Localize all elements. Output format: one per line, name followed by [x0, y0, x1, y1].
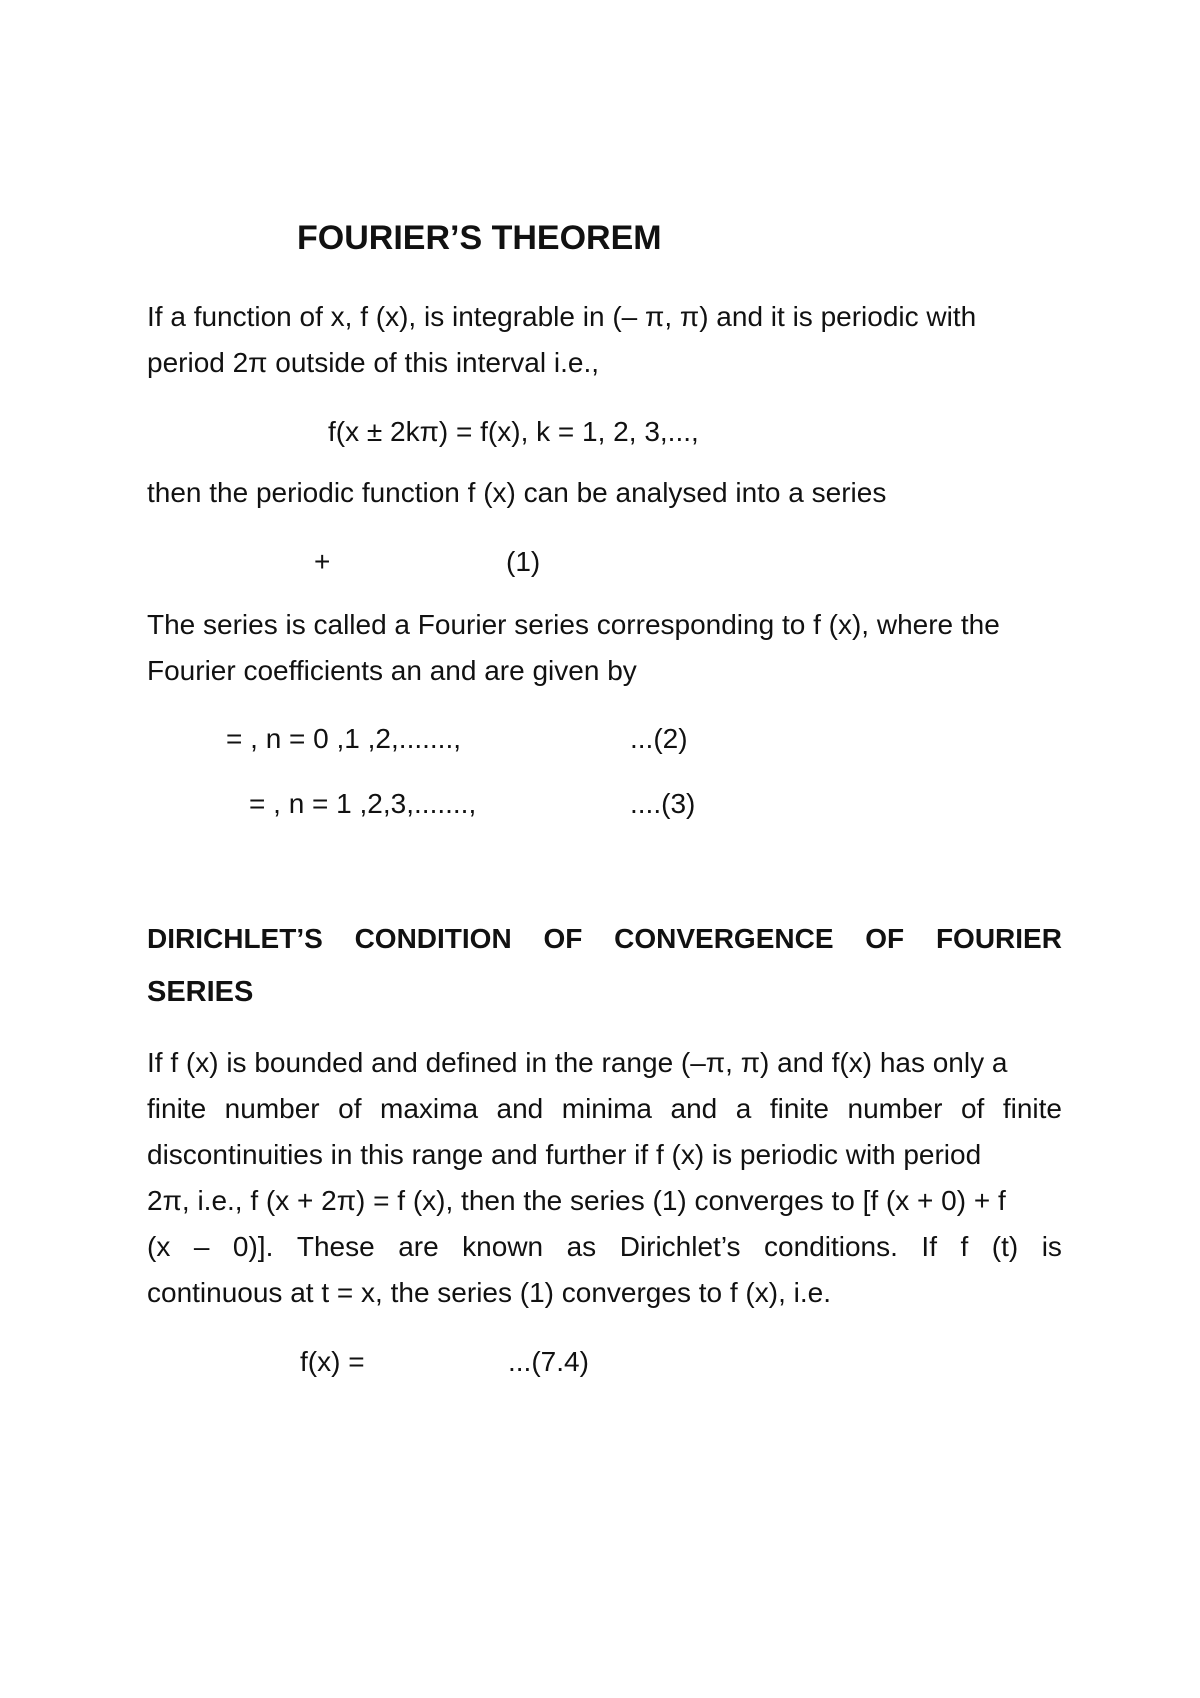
coefficients-line-2: Fourier coefficients an and are given by	[147, 655, 637, 686]
word: 0)].	[232, 1231, 274, 1262]
title-word: CONVERGENCE	[614, 923, 834, 954]
word: number	[847, 1093, 943, 1124]
series-equation-label: (1)	[506, 546, 541, 577]
word: (t)	[991, 1231, 1019, 1262]
title-word: OF	[543, 923, 583, 954]
fourier-title: FOURIER’S THEOREM	[297, 219, 662, 257]
coefficients-line-1: The series is called a Fourier series corresponding to f (x), where the	[147, 609, 1000, 640]
word: of	[338, 1093, 362, 1124]
word: conditions.	[764, 1231, 898, 1262]
dirichlet-paragraph-line-6: continuous at t = x, the series (1) converges to f (x), i.e.	[147, 1277, 831, 1308]
word: is	[1041, 1231, 1062, 1262]
title-word: CONDITION	[354, 923, 512, 954]
dirichlet-paragraph-line-4: 2π, i.e., f (x + 2π) = f (x), then the series (1) converges to [f (x + 0) + f	[147, 1185, 1006, 1216]
title-word: OF	[865, 923, 905, 954]
word: known	[462, 1231, 544, 1262]
intro-line-2: period 2π outside of this interval i.e.,	[147, 347, 600, 378]
word: and	[670, 1093, 718, 1124]
word: minima	[561, 1093, 652, 1124]
series-plus-sign: +	[314, 546, 331, 577]
word: of	[960, 1093, 985, 1124]
equation-3: = , n = 1 ,2,3,.......,	[249, 788, 477, 819]
word: These	[296, 1231, 375, 1262]
word: f	[960, 1231, 969, 1262]
analysed-line: then the periodic function f (x) can be analysed into a series	[147, 477, 887, 508]
final-equation-label: ...(7.4)	[508, 1346, 589, 1377]
word: (x	[147, 1231, 171, 1262]
word: as	[566, 1231, 597, 1262]
intro-line-1: If a function of x, f (x), is integrable in (– π, π) and it is periodic with	[147, 301, 977, 332]
periodicity-equation: f(x ± 2kπ) = f(x), k = 1, 2, 3,...,	[328, 416, 699, 447]
dirichlet-paragraph-line-3: discontinuities in this range and further if f (x) is periodic with period	[147, 1139, 982, 1170]
equation-3-label: ....(3)	[630, 788, 696, 819]
title-word: DIRICHLET’S	[147, 923, 323, 954]
title-word: FOURIER	[935, 923, 1062, 954]
word: finite	[147, 1093, 207, 1124]
dirichlet-title-line-1	[147, 922, 1062, 956]
word: finite	[1002, 1093, 1062, 1124]
dirichlet-paragraph-line-2	[147, 1092, 1062, 1126]
dirichlet-paragraph-line-1: If f (x) is bounded and defined in the range (–π, π) and f(x) has only a	[147, 1047, 1008, 1078]
word: If	[921, 1231, 937, 1262]
word: –	[193, 1231, 210, 1262]
dirichlet-title-line-2: SERIES	[147, 976, 254, 1008]
word: Dirichlet’s	[619, 1231, 741, 1262]
word: a	[735, 1093, 752, 1124]
word: and	[496, 1093, 544, 1124]
equation-2: = , n = 0 ,1 ,2,.......,	[226, 723, 462, 754]
word: finite	[769, 1093, 829, 1124]
final-equation: f(x) =	[300, 1346, 365, 1377]
word: maxima	[380, 1093, 479, 1124]
equation-2-label: ...(2)	[630, 723, 688, 754]
dirichlet-paragraph-line-5	[147, 1230, 1062, 1264]
word: number	[224, 1093, 320, 1124]
word: are	[398, 1231, 439, 1262]
